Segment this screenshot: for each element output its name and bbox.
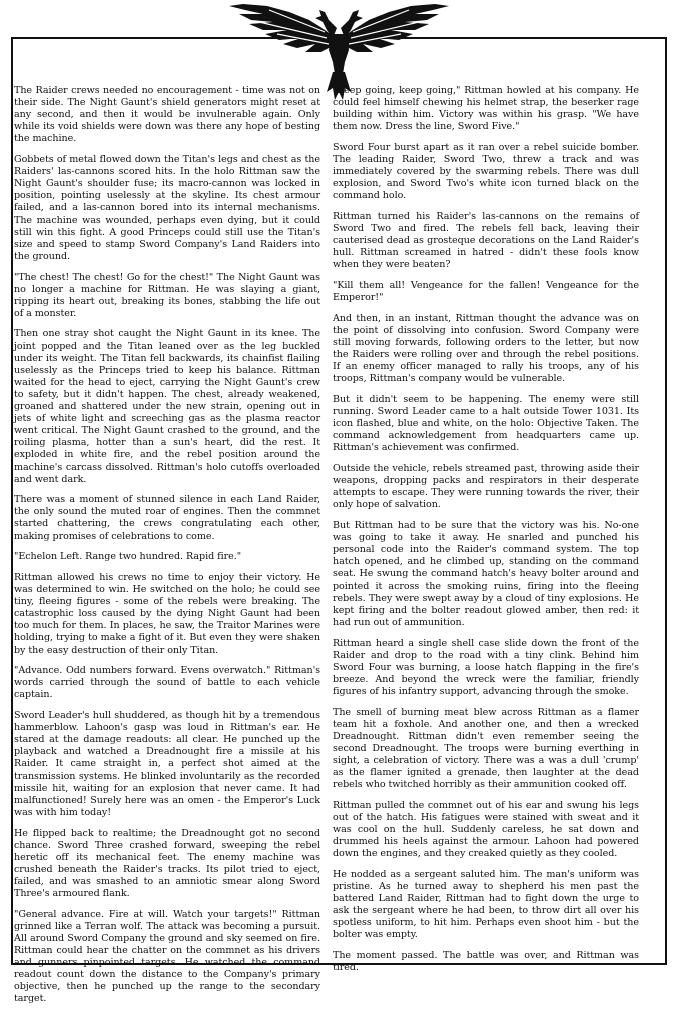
- paragraph: Rittman allowed his crews no time to enjoy their victory. He was determined to win. He switched on the holo; he could see tiny, fleeing figures - some of the rebels were breaking. The catastrophic loss caused by the dying Night Gaunt had been too much for them. In places, he saw, the Traitor Marines were holding, trying to make a fight of it. But even they were shaken by the easy destruction of their only Titan.: [14, 571, 320, 656]
- paragraph: And then, in an instant, Rittman thought the advance was on the point of dissolving into confusion. Sword Company were still moving forwards, following orders to the letter, but now the Raiders were rolling over and through the rebel positions. If an enemy officer managed to rally his troops, any of his troops, Rittman's company would be vulnerable.: [333, 312, 639, 385]
- paragraph: "Keep going, keep going," Rittman howled at his company. He could feel himself chewing his helmet strap, the beserker rage building within him. Victory was within his grasp. "We have them now. Dress the line, Sword Five.": [333, 85, 639, 133]
- left-text-column: [14, 85, 320, 1014]
- paragraph: Rittman heard a single shell case slide down the front of the Raider and drop to the road with a tiny clink. Behind him Sword Four was burning, a loose hatch flapping in the fire's breeze. And beyond the wreck were the familiar, friendly figures of his infantry support, advancing through the smoke.: [333, 637, 639, 697]
- paragraph: He flipped back to realtime; the Dreadnought got no second chance. Sword Three crashed forward, sweeping the rebel heretic off its mechanical feet. The enemy machine was crushed beneath the Raider's tracks. Its pilot tried to eject, failed, and was smashed to an amniotic smear along Sword Three's armoured flank.: [14, 827, 320, 899]
- paragraph: Rittman turned his Raider's las-cannons on the remains of Sword Two and fired. The rebels fell back, leaving their cauterised dead as grosteque decorations on the Land Raider's hull. Rittman screamed in hatred - didn't these fools know when they were beaten?: [333, 211, 639, 271]
- paragraph: Then one stray shot caught the Night Gaunt in its knee. The joint popped and the Titan leaned over as the leg buckled under its weight. The Titan fell backwards, its chainfist flailing uselessly as the Princeps tried to keep his balance. Rittman waited for the head to eject, carrying the Night Gaunt's crew to safety, but it didn't happen. The chest, already weakened, groaned and shattered under the new strain, opening out in jets of white light and screeching gas as the plasma reactor went critical. The Night Gaunt crashed to the ground, and the roiling plasma, hotter than a sun's heart, did the rest. It exploded in white fire, and the rebel position around the machine's carcass dissolved. Rittman's holo cutoffs overloaded and went dark.: [14, 328, 320, 485]
- paragraph: But Rittman had to be sure that the victory was his. No-one was going to take it away. He snarled and punched his personal code into the Raider's command system. The top hatch opened, and he climbed up, standing on the command seat. He swung the command hatch's heavy bolter around and pointed it across the smoking ruins, firing into the fleeing rebels. They were swept away by a cloud of tiny explosions. He kept firing and the bolter readout glowed amber, then red: it had run out of ammunition.: [333, 520, 639, 628]
- paragraph: The smell of burning meat blew across Rittman as a flamer team hit a foxhole. And another one, and then a wrecked Dreadnought. Rittman didn't even remember seeing the second Dreadnought. The troops were burning everthing in sight, a celebration of victory. There was a was a dull 'crump' as the flamer ignited a grenade, then laughter at the dead rebels who twitched horribly as their ammunition cooked off.: [333, 706, 639, 791]
- paragraph: Rittman pulled the commnet out of his ear and swung his legs out of the hatch. His fatigues were stained with sweat and it was cool on the hull. Suddenly careless, he sat down and drummed his heels against the armour. Lahoon had powered down the engines, and they creaked quietly as they cooled.: [333, 799, 639, 860]
- paragraph: There was a moment of stunned silence in each Land Raider, the only sound the muted roar of engines. Then the commnet started chattering, the crews congratulating each other, making promises of celebrations to come.: [14, 494, 320, 542]
- paragraph: Sword Leader's hull shuddered, as though hit by a tremendous hammerblow. Lahoon's gasp was loud in Rittman's ear. He stared at the damage readouts: all clear. He punched up the playback and watched a Dreadnought fire a missile at his Raider. It came straight in, a perfect shot aimed at the transmission systems. He blinked involuntarily as the recorded missile hit, waiting for an explosion that never came. It had malfunctioned! Surely here was an omen - the Emperor's Luck was with him today!: [14, 710, 320, 818]
- paragraph: "General advance. Fire at will. Watch your targets!" Rittman grinned like a Terran wolf. The attack was becoming a pursuit. All around Sword Company the ground and sky seemed on fire. Rittman could hear the chatter on the commnet as his drivers and gunners pinpointed targets. He watched the command readout count down the distance to the Company's primary objective, then he punched up the range to the secondary target.: [14, 908, 320, 1005]
- paragraph: But it didn't seem to be happening. The enemy were still running. Sword Leader came to a halt outside Tower 1031. Its icon flashed, blue and white, on the holo: Objective Taken. The command acknowledgement from headquarters came up. Rittman's achievement was confirmed.: [333, 394, 639, 454]
- paragraph: Sword Four burst apart as it ran over a rebel suicide bomber. The leading Raider, Sword Two, threw a track and was immediately covered by the swarming rebels. There was dull explosion, and Sword Two's white icon turned black on the command holo.: [333, 141, 639, 202]
- paragraph: Outside the vehicle, rebels streamed past, throwing aside their weapons, dropping packs and respirators in their desperate attempts to escape. They were running towards the river, their only hope of salvation.: [333, 463, 639, 511]
- paragraph: "Kill them all! Vengeance for the fallen! Vengeance for the Emperor!": [333, 280, 639, 304]
- paragraph: Gobbets of metal flowed down the Titan's legs and chest as the Raiders' las-cannons scored hits. In the holo Rittman saw the Night Gaunt's shoulder fuse; its macro-cannon was locked in position, pointing uselessly at the skyline. Its chest armour failed, and a las-cannon bored into its internal mechanisms. The machine was wounded, perhaps even dying, but it could still win this fight. A good Princeps could still use the Titan's size and speed to stamp Sword Company's Land Raiders into the ground.: [14, 154, 320, 262]
- paragraph: He nodded as a sergeant saluted him. The man's uniform was pristine. As he turned away to shepherd his men past the battered Land Raider, Rittman had to fight down the urge to ask the sergeant where he had been, to throw dirt all over his spotless uniform, to hit him. Perhaps even shoot him - but the bolter was empty.: [333, 868, 639, 941]
- paragraph: The Raider crews needed no encouragement - time was not on their side. The Night Gaunt's shield generators might reset at any second, and then it would be invulnerable again. Only while its void shields were down was there any hope of besting the machine.: [14, 85, 320, 145]
- paragraph: The moment passed. The battle was over, and Rittman was tired.: [333, 950, 639, 974]
- paragraph: "Advance. Odd numbers forward. Evens overwatch." Rittman's words carried through the sound of battle to each vehicle captain.: [14, 665, 320, 701]
- paragraph: "Echelon Left. Range two hundred. Rapid fire.": [14, 551, 242, 563]
- right-text-column: [333, 85, 639, 983]
- paragraph: "The chest! The chest! Go for the chest!" The Night Gaunt was no longer a machine for Rittman. He was slaying a giant, ripping its heart out, breaking its bones, stabbing the life out of a monster.: [14, 271, 320, 319]
